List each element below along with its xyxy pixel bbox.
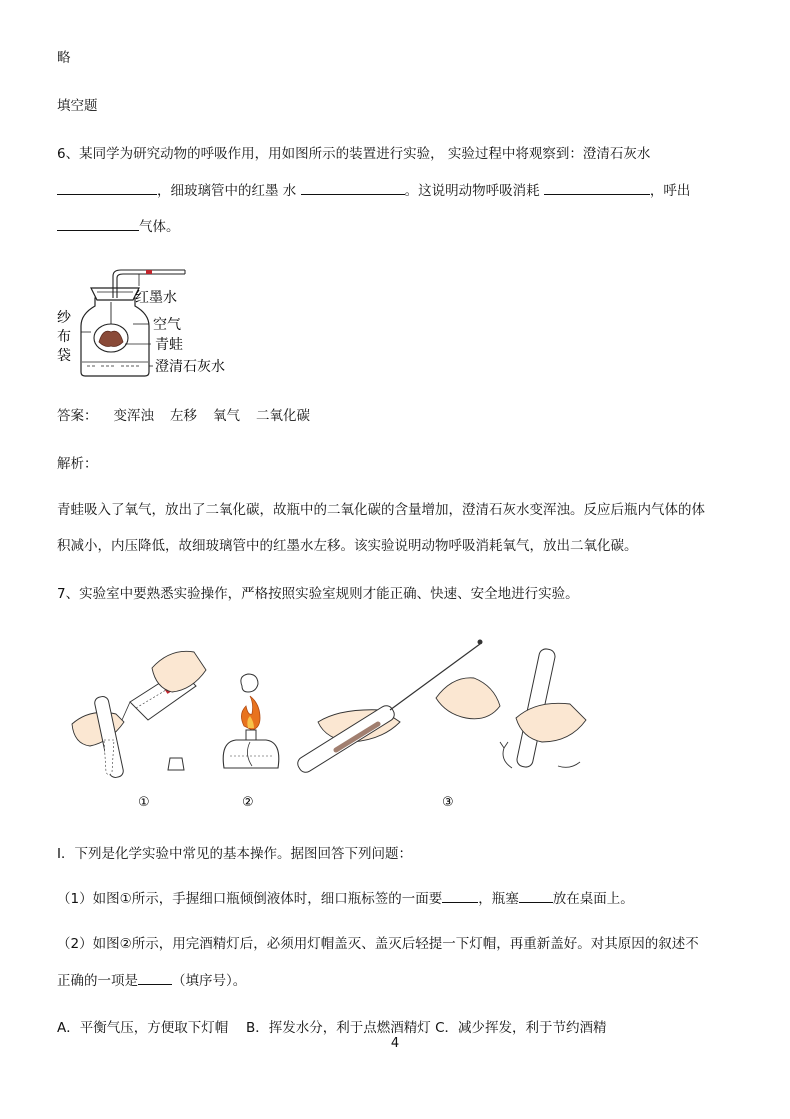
answer-item: 变浑浊	[113, 408, 154, 424]
q6-line2	[57, 180, 690, 201]
figure-label: 布	[57, 329, 71, 345]
test-tube-operation-illustration	[295, 640, 586, 775]
q7-text: 正确的一项是	[57, 973, 138, 989]
q6-text: ，呼出	[649, 183, 691, 199]
answer-blank[interactable]	[138, 970, 172, 985]
q7-text: ，瓶塞	[478, 891, 519, 907]
alcohol-lamp-illustration	[223, 674, 279, 768]
q7-sub2-line1: （2）如图②所示，用完酒精灯后，必须用灯帽盖灭、盖灭后轻提一下灯帽，再重新盖好。对其原因的叙述不	[57, 936, 699, 952]
q6-answer	[57, 406, 310, 426]
page-number: 4	[390, 1036, 400, 1051]
answer-blank[interactable]	[519, 888, 553, 903]
q7-sub1	[57, 888, 634, 909]
figure-label: 袋	[57, 348, 71, 364]
q6-text: 气体。	[139, 219, 180, 235]
answer-blank[interactable]	[57, 180, 157, 195]
q7-options: A．平衡气压，方便取下灯帽 B．挥发水分，利于点燃酒精灯 C．减少挥发，利于节约酒精	[57, 1020, 607, 1036]
q6-line1: 6、某同学为研究动物的呼吸作用，用如图所示的装置进行实验， 实验过程中将观察到：澄清石灰水	[57, 146, 651, 162]
q6-text: ，细玻璃管中的红墨 水	[157, 183, 297, 199]
figure-label: 纱	[57, 310, 71, 326]
figure-number: ①	[138, 795, 150, 810]
q7-line1: 7、实验室中要熟悉实验操作，严格按照实验室规则才能正确、快速、安全地进行实验。	[57, 586, 579, 602]
q7-text: 放在桌面上。	[552, 891, 634, 907]
answer-blank[interactable]	[57, 216, 139, 231]
answer-blank[interactable]	[442, 888, 478, 903]
frog-respiration-apparatus	[55, 262, 255, 382]
figure-label: 青蛙	[155, 337, 183, 353]
lab-operations-figure	[60, 630, 620, 820]
figure-label: 红墨水	[135, 290, 177, 306]
q6-line3	[57, 216, 180, 237]
q6-analysis-line2: 积减小，内压降低，故细玻璃管中的红墨水左移。该实验说明动物呼吸消耗氧气，放出二氧化碳。	[57, 538, 638, 554]
heading-fill-in: 填空题	[57, 98, 98, 114]
q6-text: 。这说明动物呼吸消耗	[404, 183, 540, 199]
answer-blank[interactable]	[301, 180, 405, 195]
answer-item: 氧气	[213, 408, 240, 424]
answer-label: 答案：	[57, 408, 98, 424]
figure-number: ③	[442, 795, 454, 810]
heading-lue: 略	[57, 50, 71, 66]
figure-number: ②	[242, 795, 254, 810]
answer-blank[interactable]	[544, 180, 650, 195]
q6-analysis-line1: 青蛙吸入了氧气，放出了二氧化碳，故瓶中的二氧化碳的含量增加，澄清石灰水变浑浊。反应后瓶内气体的体	[57, 502, 705, 518]
pouring-liquid-illustration	[72, 651, 206, 778]
q7-text: （填序号）。	[172, 973, 247, 989]
figure-label: 澄清石灰水	[155, 359, 225, 375]
q7-part1: Ⅰ．下列是化学实验中常见的基本操作。据图回答下列问题：	[57, 846, 412, 862]
q7-text: （1）如图①所示，手握细口瓶倾倒液体时，细口瓶标签的一面要	[57, 891, 443, 907]
q6-analysis-label: 解析：	[57, 456, 98, 472]
answer-item: 左移	[170, 408, 197, 424]
answer-item: 二氧化碳	[256, 408, 310, 424]
figure-label: 空气	[153, 317, 181, 333]
q7-sub2-line2	[57, 970, 246, 991]
